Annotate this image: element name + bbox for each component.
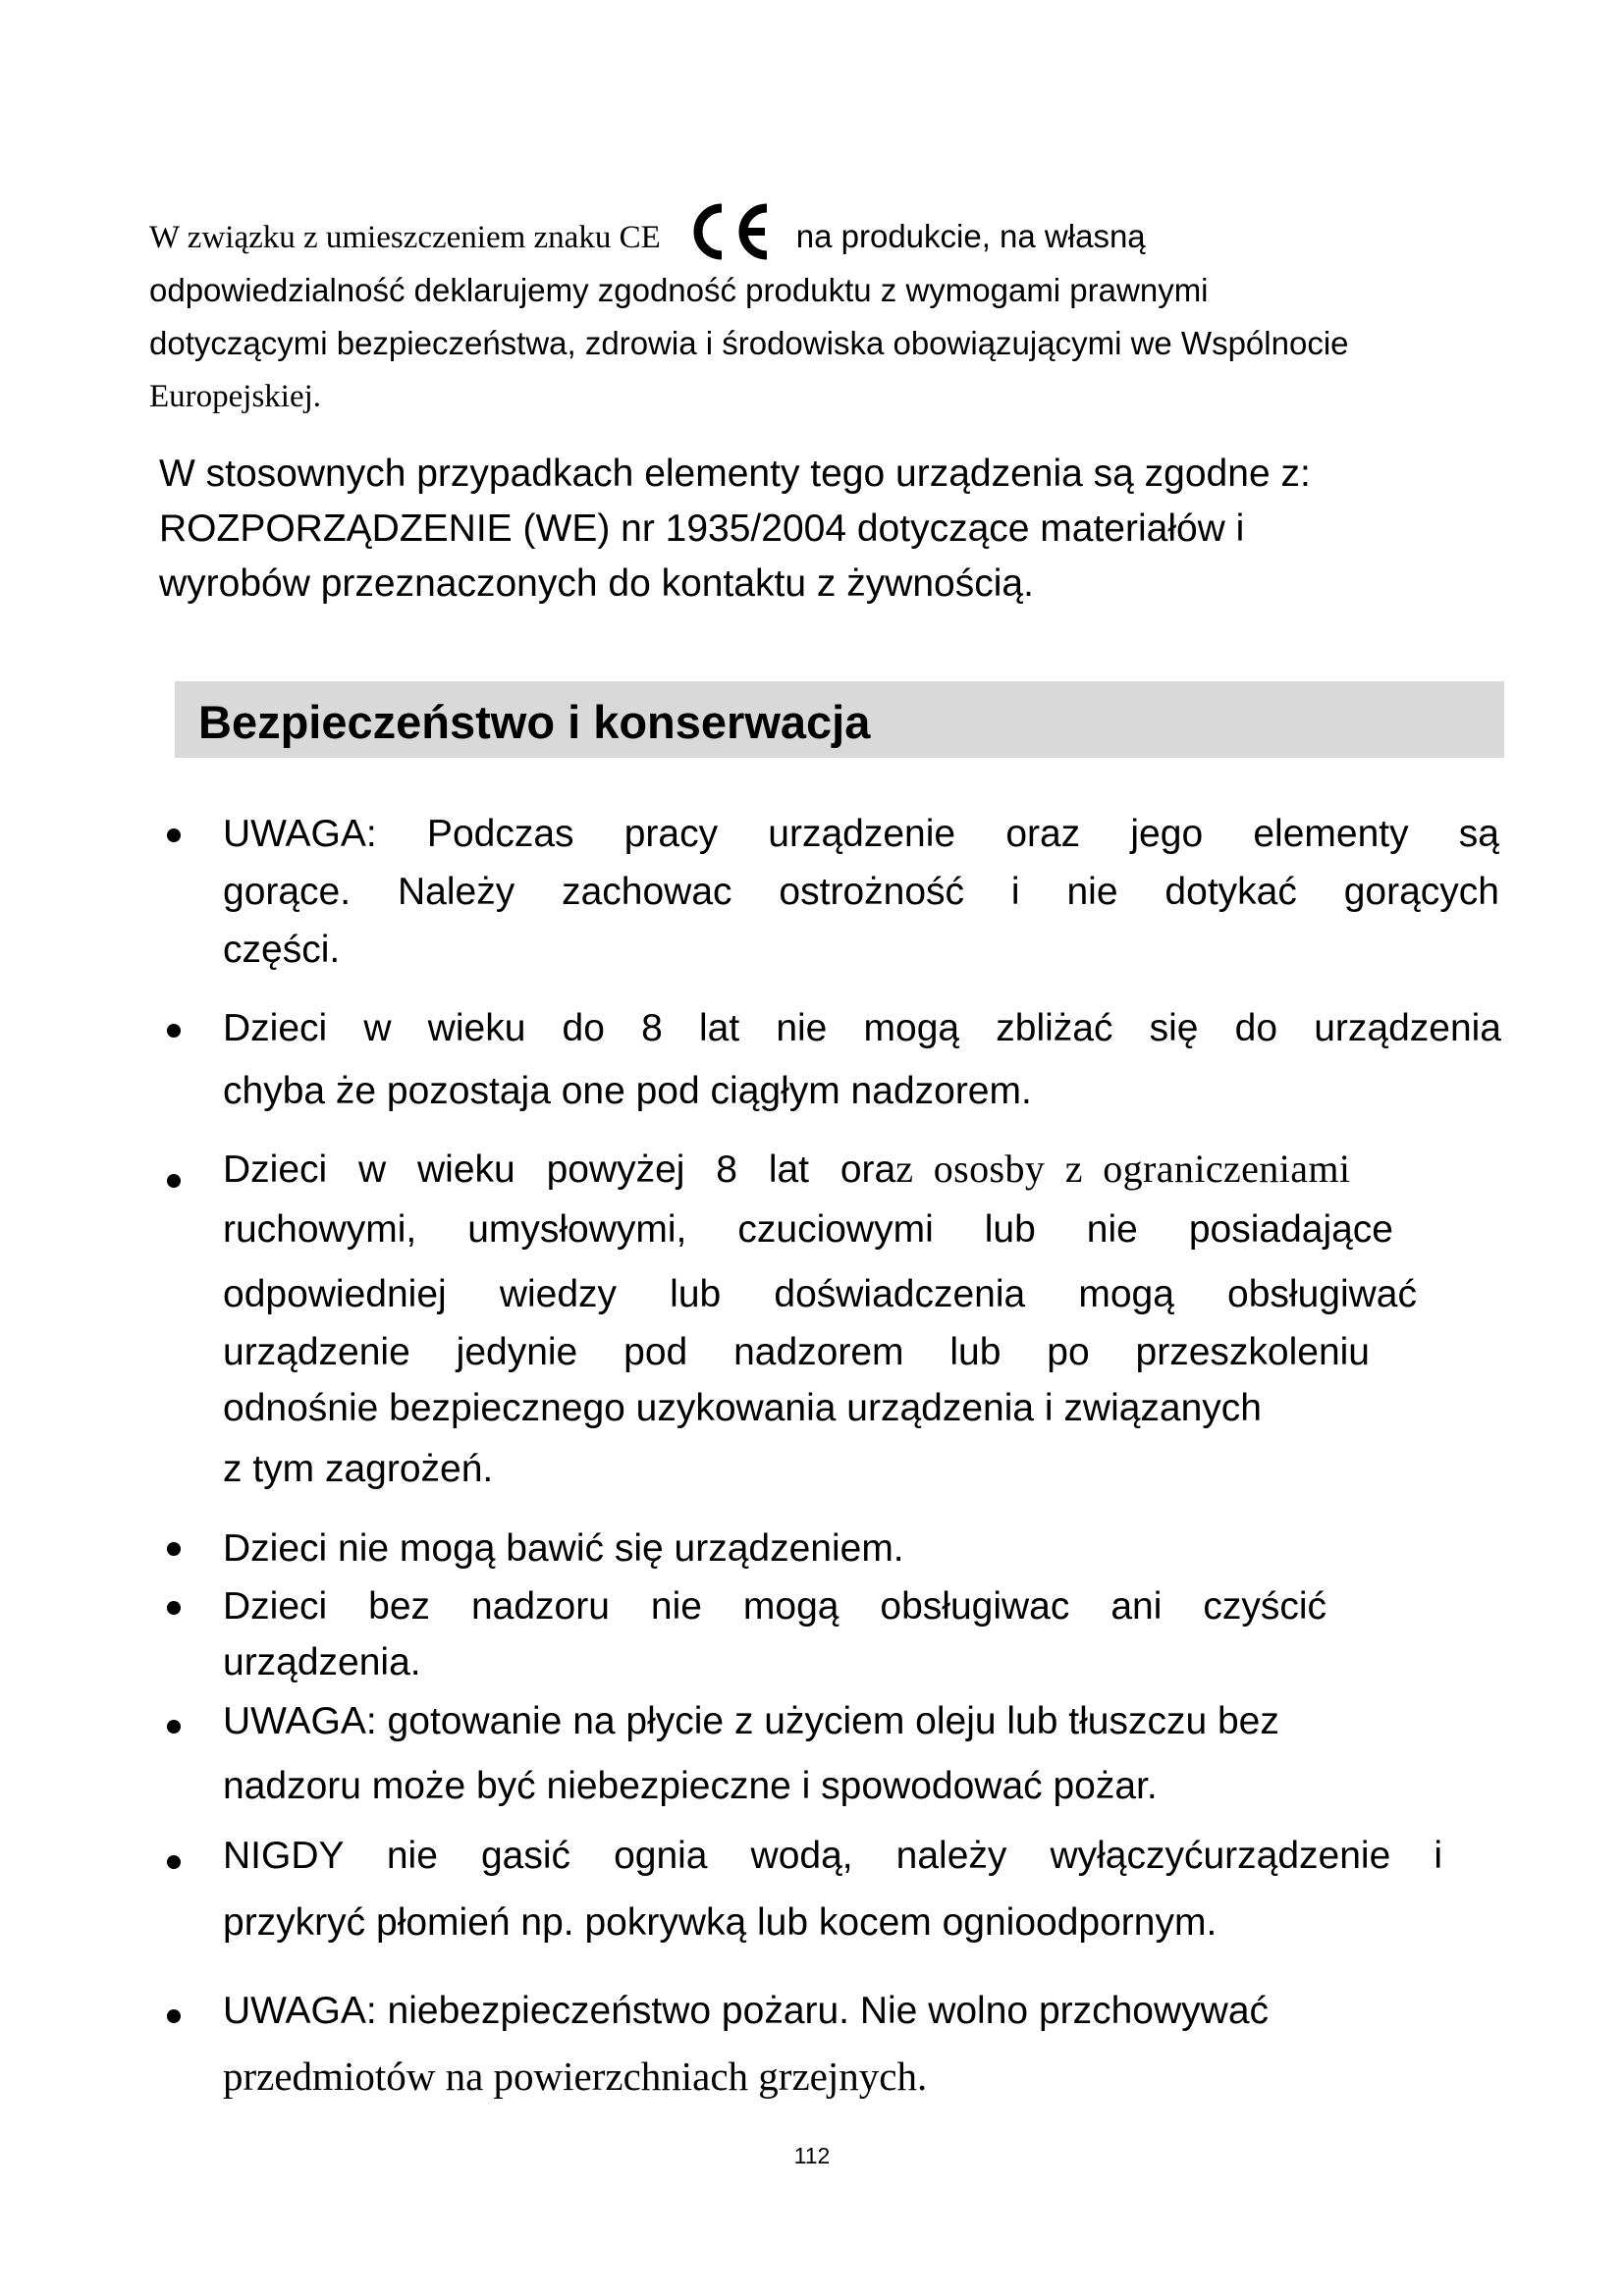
item-line: urządzenie jedynie pod nadzorem lub po przeszkoleniu	[223, 1331, 1370, 1373]
item-line: przykryć płomień np. pokrywką lub kocem ognioodpornym.	[223, 1901, 1218, 1944]
item-line: nadzoru może być niebezpieczne i spowodować pożar.	[223, 1765, 1158, 1807]
ce-mark-icon	[686, 202, 775, 261]
page-number: 112	[793, 2143, 831, 2168]
regulation-line-2: ROZPORZĄDZENIE (WE) nr 1935/2004 dotyczące materiałów i	[159, 507, 1245, 550]
item-text-serif: z ososby z ograniczeniami	[895, 1147, 1351, 1191]
item-line: NIGDY nie gasić ognia wodą, należy wyłączyćurządzenie i	[223, 1835, 1442, 1877]
item-line: Dzieci bez nadzoru nie mogą obsługiwac ani czyścić	[223, 1585, 1326, 1628]
bullet-icon	[167, 1855, 181, 1869]
bullet-icon	[167, 828, 181, 842]
item-line: gorące. Należy zachowac ostrożność i nie dotykać gorących	[223, 871, 1499, 913]
item-line: ruchowymi, umysłowymi, czuciowymi lub nie posiadające	[223, 1208, 1393, 1251]
item-line: przedmiotów na powierzchniach grzejnych.	[223, 2054, 928, 2099]
regulation-line-1: W stosownych przypadkach elementy tego urządzenia są zgodne z:	[159, 453, 1311, 495]
item-line: UWAGA: niebezpieczeństwo pożaru. Nie wolno przchowywać	[223, 1990, 1270, 2032]
item-line: UWAGA: Podczas pracy urządzenie oraz jego elementy są	[223, 813, 1499, 855]
regulation-paragraph	[159, 447, 1534, 612]
bullet-icon	[167, 1542, 181, 1556]
section-title: Bezpieczeństwo i konserwacja	[198, 696, 871, 748]
bullet-icon	[167, 1024, 181, 1038]
item-line: odpowiedniej wiedzy lub doświadczenia mogą obsługiwać	[223, 1273, 1417, 1315]
item-line: Dzieci w wieku do 8 lat nie mogą zbliżać się do urządzenia	[223, 1007, 1501, 1049]
item-line: z tym zagrożeń.	[223, 1448, 494, 1490]
section-header-bar	[175, 681, 1504, 758]
item-line	[223, 1147, 1350, 1193]
ce-line-2: odpowiedzialność deklarujemy zgodność produktu z wymogami prawnymi	[149, 272, 1209, 308]
ce-text-1: W związku z umieszczeniem znaku CE	[149, 220, 661, 255]
ce-text-2: na produkcie, na własną	[795, 218, 1146, 254]
item-line: części.	[223, 929, 341, 971]
ce-line-3: dotyczącymi bezpieczeństwa, zdrowia i środowiska obowiązującymi we Wspólnocie	[149, 325, 1349, 361]
bullet-icon	[167, 1174, 181, 1188]
ce-line-4: Europejskiej.	[149, 379, 322, 414]
regulation-line-3: wyrobów przeznaczonych do kontaktu z żywnością.	[159, 562, 1034, 605]
item-line: odnośnie bezpiecznego uzykowania urządzenia i związanych	[223, 1387, 1262, 1429]
item-line: chyba że pozostaja one pod ciągłym nadzorem.	[223, 1070, 1032, 1112]
bullet-icon	[167, 1720, 181, 1734]
bullet-icon	[167, 2009, 181, 2023]
item-line: UWAGA: gotowanie na płycie z użyciem oleju lub tłuszczu bez	[223, 1700, 1279, 1742]
ce-line-1	[149, 202, 1524, 264]
item-line: Dzieci nie mogą bawić się urządzeniem.	[223, 1527, 904, 1570]
ce-declaration-paragraph	[149, 202, 1524, 423]
bullet-icon	[167, 1601, 181, 1615]
item-line: urządzenia.	[223, 1641, 421, 1683]
item-text: Dzieci w wieku powyżej 8 lat ora	[223, 1148, 896, 1191]
